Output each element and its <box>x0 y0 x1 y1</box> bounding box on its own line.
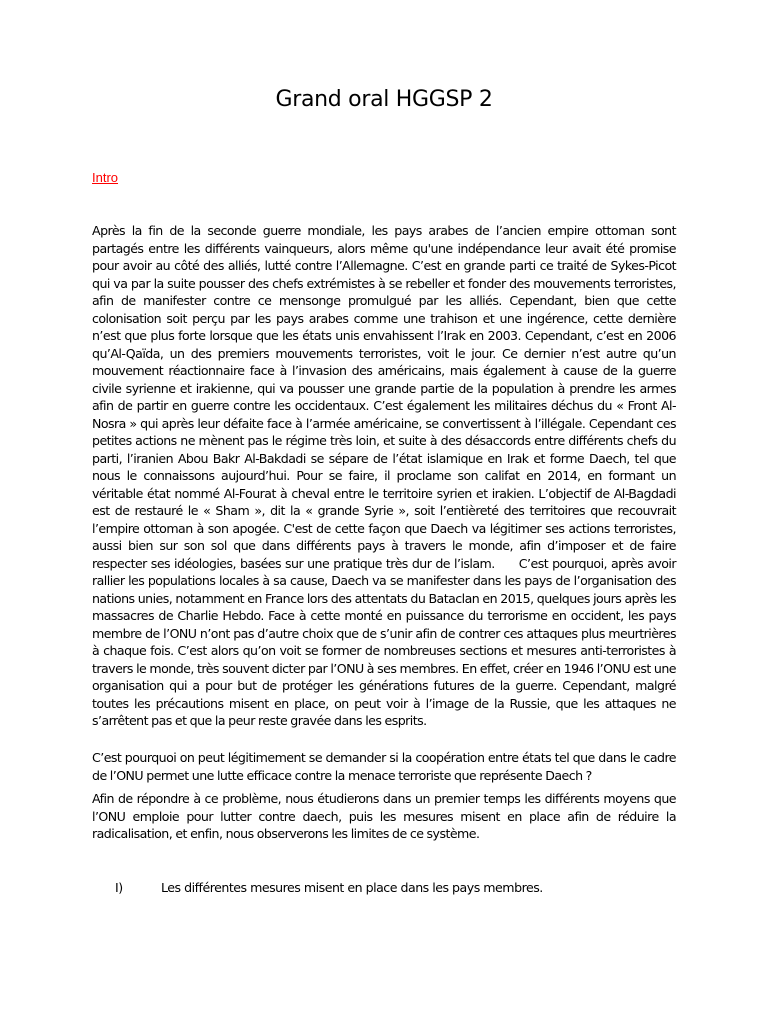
section-heading <box>115 879 543 897</box>
plan-paragraph: Afin de répondre à ce problème, nous étudierons dans un premier temps les différents moyens que l’ONU emploie pour lutter contre daech, puis les mesures misent en place afin de réduire la radicalisation, et enfin, nous observerons les limites de ce système. <box>92 791 676 841</box>
intro-paragraph: Après la fin de la seconde guerre mondiale, les pays arabes de l’ancien empire ottoman sont partagés entre les différents vainqueurs, alors même qu'une indépendance leur avait été promise pour avoir au côté des alliés, lutté contre l’Allemagne. C’est en grande parti ce traité de Sykes-Picot qui va par la suite pousser des chefs extrémistes à se rebeller et fonder des mouvements terroristes, afin de manifester contre ce mensonge promulgué par les alliés. Cependant, bien que cette colonisation soit perçu par les pays arabes comme une trahison et une ingérence, cette dernière n’est que plus forte lorsque que les états unis envahissent l’Irak en 2003. Cependant, c’est en 2006 qu’Al-Qaïda, un des premiers mouvements terroristes, voit le jour. Ce dernier n’est autre qu’un mouvement réactionnaire face à l’invasion des américains, mais également à cause de la guerre civile syrienne et irakienne, qui va pousser une grande partie de la population à prendre les armes afin de partir en guerre contre les occidentaux. C’est également les militaires déchus du « Front Al-Nosra » qui après leur défaite face à l’armée américaine, se convertissent à l’illégale. Cependant ces petites actions ne mènent pas le régime très loin, et suite à des désaccords entre différents chefs du parti, l’iranien Abou Bakr Al-Bakdadi se sépare de l’état islamique en Irak et forme Daech, tel que nous le connaissons aujourd’hui. Pour se faire, il proclame son califat en 2014, en formant un véritable état nommé Al-Fourat à cheval entre le territoire syrien et irakien. L’objectif de Al-Bagdadi est de restauré le « Sham », dit la « grande Syrie », soit l’entièreté des territoires que recouvrait l’empire ottoman à son apogée. C'est de cette façon que Daech va légitimer ses actions terroristes, aussi bien sur son sol que dans différents pays à travers le monde, afin d’imposer et de faire respecter ses idéologies, basées sur une pratique très dur de l’islam. C’est pourquoi, après avoir rallier les populations locales à sa cause, Daech va se manifester dans les pays de l’organisation des nations unies, notamment en France lors des attentats du Bataclan en 2015, quelques jours après les massacres de Charlie Hebdo. Face à cette monté en puissance du terrorisme en occident, les pays membre de l’ONU n’ont pas d’autre choix que de s’unir afin de contrer ces attaques plus meurtrières à chaque fois. C’est alors qu’on voit se former de nombreuses sections et mesures anti-terroristes à travers le monde, très souvent dicter par l’ONU à ses membres. En effet, créer en 1946 l’ONU est une organisation qui a pour but de protéger les générations futures de la guerre. Cependant, malgré toutes les précautions misent en place, on peut voir à l’image de la Russie, que les attaques ne s’arrêtent pas et que la peur reste gravée dans les esprits. <box>92 223 676 728</box>
section-number: I) <box>115 880 123 895</box>
document-title: Grand oral HGGSP 2 <box>275 87 493 112</box>
section-title: Les différentes mesures misent en place dans les pays membres. <box>161 880 543 895</box>
problematic-paragraph: C’est pourquoi on peut légitimement se demander si la coopération entre états tel que dans le cadre de l’ONU permet une lutte efficace contre la menace terroriste que représente Daech ? <box>92 750 676 783</box>
intro-heading: Intro <box>92 170 119 185</box>
